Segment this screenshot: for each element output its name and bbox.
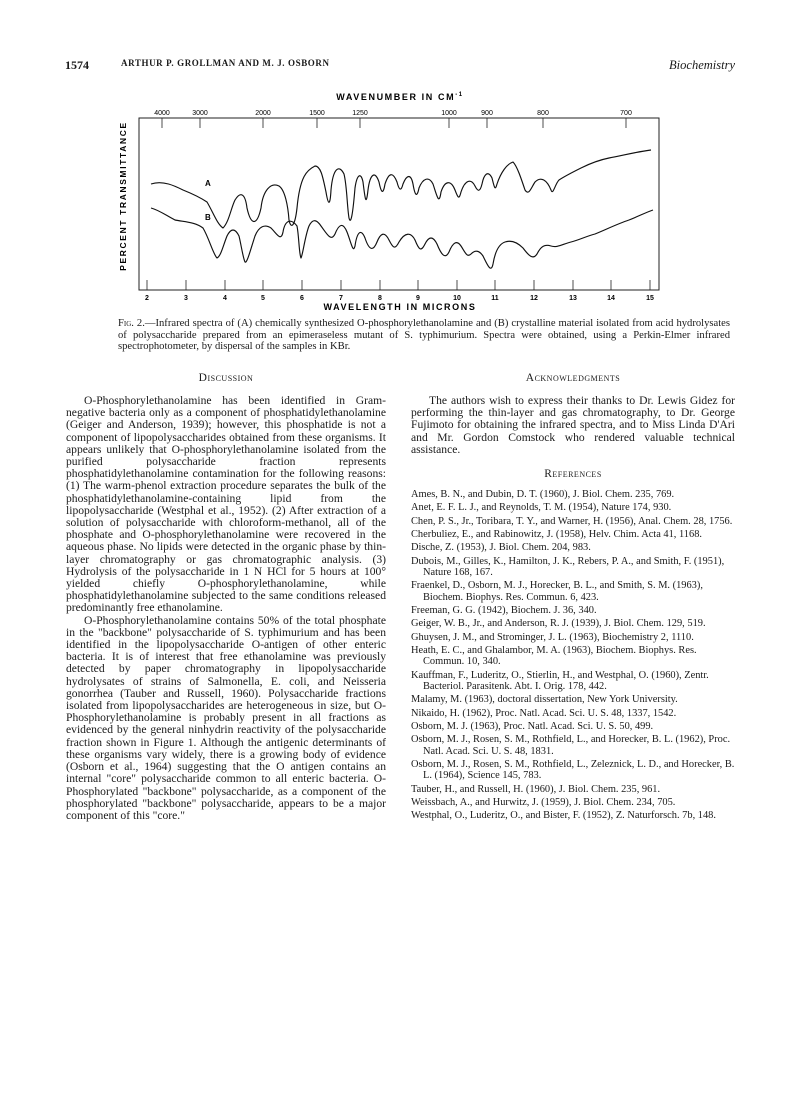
reference-item: Ghuysen, J. M., and Strominger, J. L. (1963), Biochemistry 2, 1110. [411, 631, 694, 643]
reference-item: Malamy, M. (1963), doctoral dissertation, New York University. [411, 694, 678, 706]
reference-item: Dubois, M., Gilles, K., Hamilton, J. K., Rebers, P. A., and Smith, F. (1951), Nature 168, 167. [411, 555, 725, 578]
top-tick-label: 1000 [441, 110, 457, 117]
bottom-tick-label: 11 [491, 295, 499, 302]
discussion-paragraph-1: O-Phosphorylethanolamine has been identified in Gram-negative bacteria only as a component of phosphatidylethanolamine (Geiger and Anderson, 1939); however, this phosphatide is not a component of lipopolysaccharides obtained from these organisms. It appears unlikely that O-phosphorylethanolamine isolated from the purified polysaccharide fraction represents phosphatidylethanolamine contamination for the following reasons: (1) The warm-phenol extraction procedure separates the bulk of the phosphatidylethanolamine-containing lipid from the lipopolysaccharide (Westphal et al., 1952). (2) After extraction of a solution of polysaccharide with chloroform-methanol, all of the phosphate and O-phosphorylethanolamine were recovered in the aqueous phase. No lipids were detected in the organic phase by thin-layer chromatography or gas chromatographic analysis. (3) Hydrolysis of the polysaccharide in 1 N HCl for 5 hours at 100° yielded chiefly O-phosphorylethanolamine, while phosphatidylethanolamine subjected to the same conditions released predominantly free ethanolamine. [66, 394, 386, 615]
spectrum-curve-b [151, 208, 653, 268]
reference-item: Dische, Z. (1953), J. Biol. Chem. 204, 983. [411, 542, 591, 554]
reference-item: Geiger, W. B., Jr., and Anderson, R. J. (1939), J. Biol. Chem. 129, 519. [411, 618, 706, 630]
bottom-axis-title: WAVELENGTH IN MICRONS [323, 302, 477, 312]
top-tick-label: 3000 [192, 110, 208, 117]
discussion-heading: Discussion [198, 372, 254, 384]
top-tick-label: 1500 [309, 110, 325, 117]
reference-item: Weissbach, A., and Hurwitz, J. (1959), J. Biol. Chem. 234, 705. [411, 796, 676, 808]
acknowledgments-text: The authors wish to express their thanks to Dr. Lewis Gidez for performing the thin-layer and gas chromatography, to Dr. George Fujimoto for obtaining the infrared spectra, and to Miss Linda D'Ari and Mr. Gordon Comstock who rendered valuable technical assistance. [411, 394, 735, 456]
reference-item: Freeman, G. G. (1942), Biochem. J. 36, 340. [411, 604, 597, 616]
ir-spectrum-plot [95, 86, 715, 316]
bottom-tick-label: 3 [184, 295, 188, 302]
reference-item: Osborn, M. J., Rosen, S. M., Rothfield, L., Zeleznick, L. D., and Horecker, B. L. (1964), Science 145, 783. [411, 758, 735, 782]
bottom-tick-label: 5 [261, 295, 265, 302]
reference-item: Tauber, H., and Russell, H. (1960), J. Biol. Chem. 235, 961. [411, 783, 661, 795]
plot-frame [139, 118, 659, 290]
reference-item: Cherbuliez, E., and Rabinowitz, J. (1958), Helv. Chim. Acta 41, 1168. [411, 528, 702, 540]
discussion-paragraph-2: O-Phosphorylethanolamine contains 50% of the total phosphate in the "backbone" polysaccharide of S. typhimurium and has been identified in the lipopolysaccharide O-antigen of other enteric bacteria. It is of interest that free ethanolamine was previously detected by paper chromatography in lipopolysaccharide hydrolysates of strains of Salmonella, E. coli, and Neisseria gonorrhea (Tauber and Russell, 1960). Polysaccharide fractions isolated from lipopolysaccharides are heterogeneous in size, but O-Phosphorylethanolamine is probably present in all fractions as evidenced by the general ninhydrin reactivity of the polysaccharide fraction shown in Figure 1. Although the antigenic determinants of these organisms vary widely, there is a growing body of evidence (Osborn et al., 1964) suggesting that the O antigen contains an internal "core" polysaccharide common to all enteric bacteria. O-Phosphorylated "backbone" polysaccharide, as a component of the phosphorylated "backbone" polysaccharide, appears to be a major component of this "core." [66, 613, 386, 822]
curve-label-b: B [205, 213, 211, 222]
bottom-tick-label: 4 [223, 295, 227, 302]
reference-item: Anet, E. F. L. J., and Reynolds, T. M. (1954), Nature 174, 930. [411, 502, 672, 514]
reference-item: Ames, B. N., and Dubin, D. T. (1960), J. Biol. Chem. 235, 769. [411, 489, 675, 501]
top-axis-ticks [162, 118, 626, 128]
bottom-tick-labels [145, 295, 654, 302]
top-tick-label: 800 [537, 110, 549, 117]
bottom-tick-label: 10 [453, 295, 461, 302]
spectrum-curve-a [151, 150, 651, 228]
top-tick-labels [154, 110, 632, 117]
reference-item: Westphal, O., Luderitz, O., and Bister, F. (1952), Z. Naturforsch. 7b, 148. [411, 810, 716, 822]
reference-item: Osborn, M. J., Rosen, S. M., Rothfield, L., and Horecker, B. L. (1962), Proc. Natl. Acad. Sci. U. S. 48, 1831. [411, 734, 731, 757]
reference-item: Fraenkel, D., Osborn, M. J., Horecker, B. L., and Smith, S. M. (1963), Biochem. Biophys. Res. Commun. 6, 423. [411, 580, 703, 603]
bottom-tick-label: 8 [378, 295, 382, 302]
top-tick-label: 4000 [154, 110, 170, 117]
reference-item: Heath, E. C., and Ghalambor, M. A. (1963), Biochem. Biophys. Res. Commun. 10, 340. [411, 644, 697, 668]
bottom-tick-label: 7 [339, 295, 343, 302]
caption-text: —Infrared spectra of (A) chemically synthesized O-phosphorylethanolamine and (B) crystalline material isolated from acid hydrolysates of polysaccharide prepared from an epimeraseless mutant of S. typhimurium. Spectra were obtained, using a Perkin-Elmer infrared spectrophotometer, by dispersal of the samples in KBr. [118, 318, 730, 353]
ir-spectrum-figure [95, 86, 715, 316]
top-axis-title: WAVENUMBER IN $CM^{-1}$ [336, 92, 464, 102]
bottom-tick-label: 13 [569, 295, 577, 302]
running-head-authors: ARTHUR P. GROLLMAN AND M. J. OSBORN [121, 58, 330, 68]
acknowledgments-heading: Acknowledgments [525, 372, 621, 384]
y-axis-title: PERCENT TRANSMITTANCE [118, 121, 128, 271]
reference-item: Nikaido, H. (1962), Proc. Natl. Acad. Sci. U. S. 48, 1337, 1542. [411, 707, 677, 719]
caption-label: Fig. 2. [118, 318, 145, 329]
bottom-axis-ticks [147, 280, 650, 290]
page-number: 1574 [65, 58, 89, 72]
curve-label-a: A [205, 179, 211, 188]
figure-caption [118, 318, 730, 353]
top-tick-label: 900 [481, 110, 493, 117]
bottom-tick-label: 12 [530, 295, 538, 302]
journal-name: Biochemistry [669, 58, 735, 72]
bottom-tick-label: 2 [145, 295, 149, 302]
references-heading: References [544, 468, 602, 481]
top-tick-label: 1250 [352, 110, 368, 117]
running-head [65, 58, 735, 74]
bottom-tick-label: 9 [416, 295, 420, 302]
bottom-tick-label: 6 [300, 295, 304, 302]
top-tick-label: 700 [620, 110, 632, 117]
reference-list [411, 489, 735, 821]
left-column [66, 372, 386, 822]
right-column [411, 372, 735, 823]
top-tick-label: 2000 [255, 110, 271, 117]
bottom-tick-label: 14 [607, 295, 615, 302]
reference-item: Chen, P. S., Jr., Toribara, T. Y., and Warner, H. (1956), Anal. Chem. 28, 1756. [411, 515, 733, 527]
reference-item: Kauffman, F., Luderitz, O., Stierlin, H., and Westphal, O. (1960), Zentr. Bacteriol. Parasitenk. Abt. I. Orig. 178, 442. [411, 669, 709, 692]
reference-item: Osborn, M. J. (1963), Proc. Natl. Acad. Sci. U. S. 50, 499. [411, 720, 654, 732]
bottom-tick-label: 15 [646, 295, 654, 302]
